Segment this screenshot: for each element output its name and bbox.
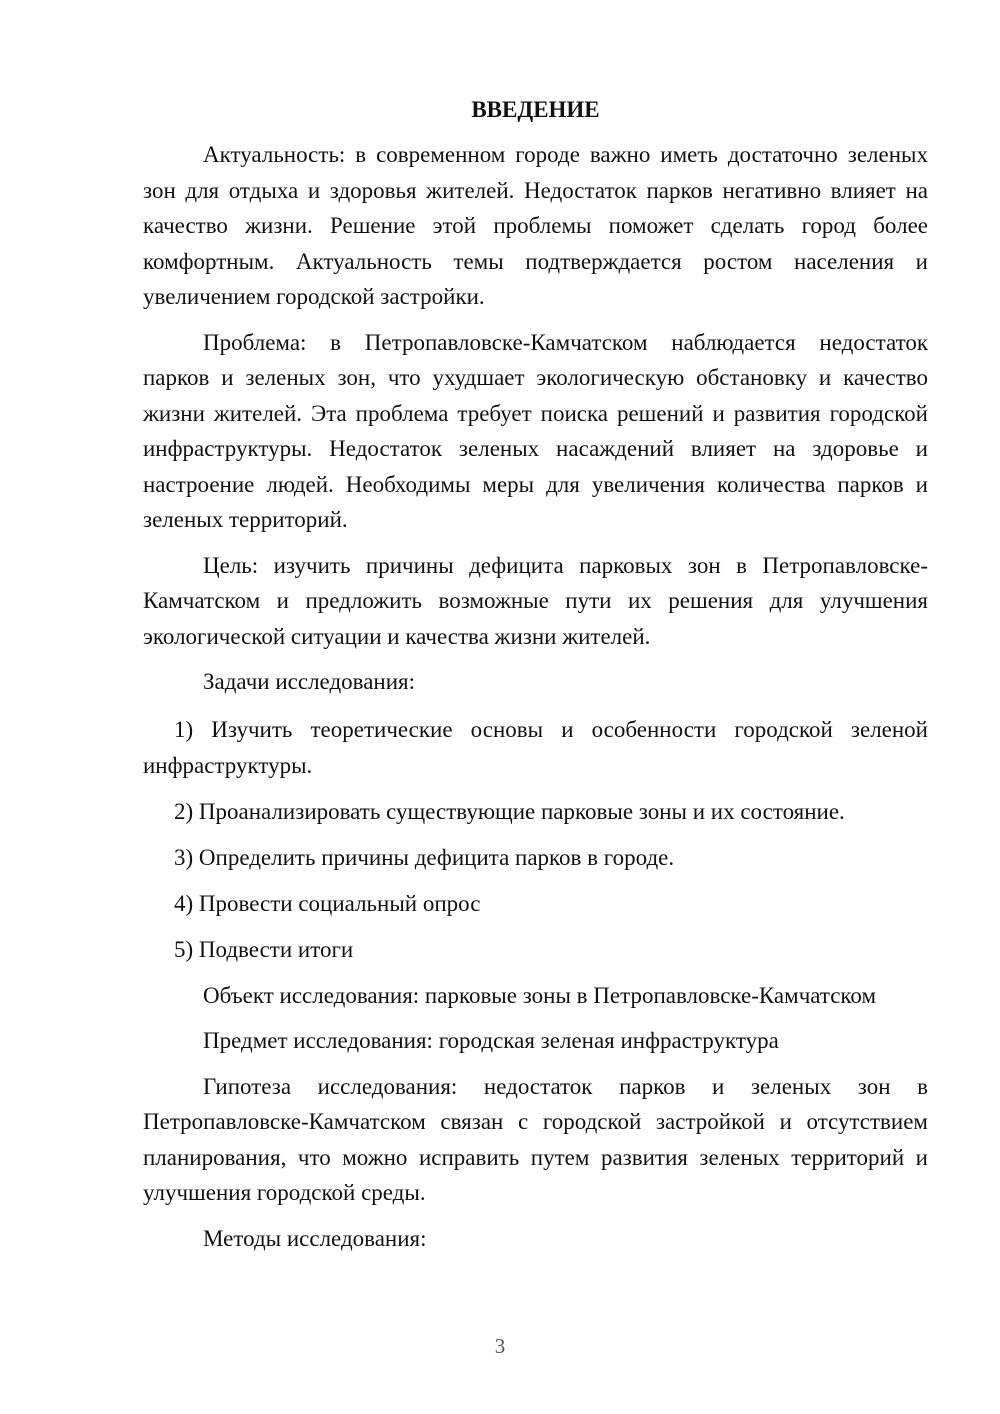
research-hypothesis: Гипотеза исследования: недостаток парков и зеленых зон в Петропавловске-Камчатском связан с городской застройкой и отсутствием планирования, что можно исправить путем развития зеленых территорий и улучшения городской среды.: [143, 1073, 928, 1205]
section-title: ВВЕДЕНИЕ: [471, 97, 600, 122]
relevance-paragraph: Актуальность: в современном городе важно иметь достаточно зеленых зон для отдыха и здоровья жителей. Недостаток парков негативно влияет на качество жизни. Решение этой проблемы поможет сделать город более комфортным. Актуальность темы подтверждается ростом населения и увеличением городской застройки.: [143, 142, 928, 309]
tasks-heading: Задачи исследования:: [203, 669, 416, 694]
document-page: [143, 95, 928, 1266]
task-item-5: 5) Подвести итоги: [174, 936, 354, 962]
tasks-list: [143, 712, 928, 968]
research-methods: Методы исследования:: [203, 1225, 427, 1251]
task-item-3: 3) Определить причины дефицита парков в городе.: [174, 844, 675, 870]
research-object: Объект исследования: парковые зоны в Петропавловске-Камчатском: [203, 982, 877, 1008]
page-number: 3: [494, 1334, 506, 1358]
problem-paragraph: Проблема: в Петропавловске-Камчатском наблюдается недостаток парков и зеленых зон, что ухудшает экологическую обстановку и качество жизни жителей. Эта проблема требует поиска решений и развития городской инфраструктуры. Недостаток зеленых насаждений влияет на здоровье и настроение людей. Необходимы меры для увеличения количества парков и зеленых территорий.: [143, 329, 928, 532]
goal-paragraph: Цель: изучить причины дефицита парковых зон в Петропавловске-Камчатском и предложить возможные пути их решения для улучшения экологической ситуации и качества жизни жителей.: [143, 552, 928, 649]
task-item-4: 4) Провести социальный опрос: [174, 890, 481, 916]
task-item-1: 1) Изучить теоретические основы и особенности городской зеленой инфраструктуры.: [143, 716, 928, 778]
research-subject: Предмет исследования: городская зеленая инфраструктура: [203, 1028, 779, 1053]
task-item-2: 2) Проанализировать существующие парковые зоны и их состояние.: [174, 798, 845, 824]
